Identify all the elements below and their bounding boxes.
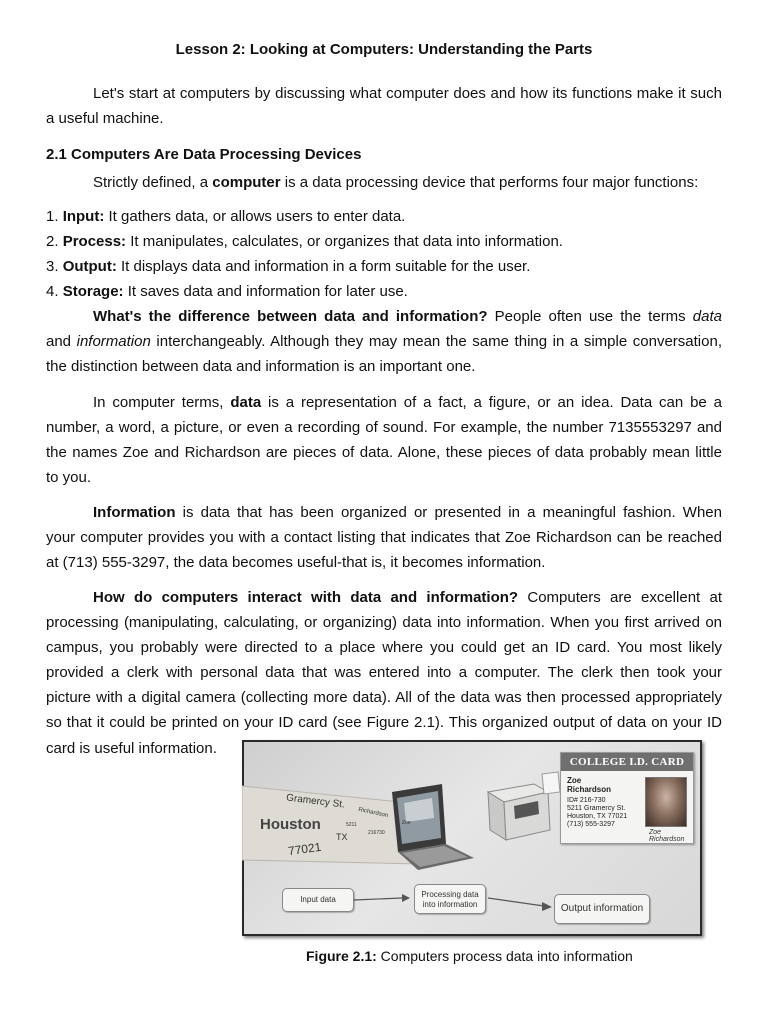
strip-city: Houston <box>260 816 321 833</box>
strip-name: Richardson <box>357 806 389 820</box>
strip-state: TX <box>336 832 348 842</box>
flow-arrow-2 <box>488 898 544 906</box>
difference-line-3: the distinction between data and information is an important one. <box>46 358 476 375</box>
figure-2-1-illustration <box>242 740 702 936</box>
strip-number: 5211 <box>346 822 357 828</box>
data-line-4: to you. <box>46 469 92 486</box>
laptop-icon <box>392 784 474 870</box>
strip-id: 216730 <box>368 830 385 836</box>
college-id-card <box>560 752 694 844</box>
id-photo <box>645 777 687 827</box>
id-card-first-name: Zoe <box>567 776 582 785</box>
id-card-number: ID# 216-730 <box>567 797 606 804</box>
id-card-last-name: Richardson <box>567 785 612 794</box>
interact-line-3: campus, you probably were directed to a place where you could get an ID card. You most likely <box>46 639 722 656</box>
function-item-output: 3. Output: It displays data and information in a form suitable for the user. <box>46 258 531 275</box>
interact-line-5: picture with a digital camera (collecting more data). All of the data was then processed appropriately <box>46 689 722 706</box>
strip-street: Gramercy St. <box>285 792 346 811</box>
processing-label-line-1: Processing data <box>421 890 479 899</box>
processing-data-box <box>414 884 486 914</box>
id-card-signature: Zoe Richardson <box>649 829 685 843</box>
lesson-title: Lesson 2: Looking at Computers: Understanding the Parts <box>175 41 593 58</box>
interact-line-1: How do computers interact with data and information? Computers are excellent at <box>93 589 723 606</box>
flow-arrowhead-2 <box>542 902 552 911</box>
figure-caption: Figure 2.1: Computers process data into information <box>306 948 633 964</box>
intro-line-2: a useful machine. <box>46 110 164 127</box>
information-line-2: your computer provides you with a contact listing that indicates that Zoe Richardson can be reached <box>46 529 722 546</box>
function-item-storage: 4. Storage: It saves data and information for later use. <box>46 283 408 300</box>
data-line-3: the names Zoe and Richardson are pieces of data. Alone, these pieces of data probably mean little <box>46 444 722 461</box>
difference-line-1: What's the difference between data and information? People often use the terms data <box>93 308 722 325</box>
interact-line-6: so that it could be printed on your ID card (see Figure 2.1). This organized output of data on your ID <box>46 714 722 731</box>
interact-line-7: card is useful information. <box>46 740 217 757</box>
flow-arrowhead-1 <box>402 894 410 902</box>
data-line-1: In computer terms, data is a representation of a fact, a figure, or an idea. Data can be a <box>93 394 722 411</box>
intro-line-1: Let's start at computers by discussing what computer does and how its functions make it such <box>93 85 722 102</box>
definition-line: Strictly defined, a computer is a data processing device that performs four major functions: <box>93 174 699 191</box>
information-line-3: at (713) 555-3297, the data becomes useful-that is, it becomes information. <box>46 554 546 571</box>
difference-line-2: and information interchangeably. Although they may mean the same thing in a simple conversation, <box>46 333 722 350</box>
processing-label-line-2: into information <box>422 900 478 909</box>
interact-line-2: processing (manipulating, calculating, or organizing) data into information. When you first arrived on <box>46 614 722 631</box>
interact-line-4: provided a clerk with personal data that was entered into a computer. The clerk then took your <box>46 664 722 681</box>
data-line-2: number, a word, a picture, or even a recording of sound. For example, the number 7135553297 and <box>46 419 722 436</box>
strip-first-name: Zoe <box>402 820 411 826</box>
section-heading: 2.1 Computers Are Data Processing Devices <box>46 146 362 163</box>
function-item-input: 1. Input: It gathers data, or allows users to enter data. <box>46 208 406 225</box>
id-card-header: COLLEGE I.D. CARD <box>561 753 693 771</box>
id-card-city: Houston, TX 77021 <box>567 813 628 820</box>
output-information-box: Output information <box>554 894 650 924</box>
input-data-box: Input data <box>282 888 354 912</box>
strip-zip: 77021 <box>287 839 323 859</box>
flow-arrow-1 <box>354 898 402 900</box>
id-card-phone: (713) 555-3297 <box>567 821 615 828</box>
id-card-street: 5211 Gramercy St. <box>567 805 626 812</box>
function-item-process: 2. Process: It manipulates, calculates, or organizes that data into information. <box>46 233 563 250</box>
information-line-1: Information is data that has been organized or presented in a meaningful fashion. When <box>93 504 722 521</box>
printer-icon <box>488 772 560 840</box>
